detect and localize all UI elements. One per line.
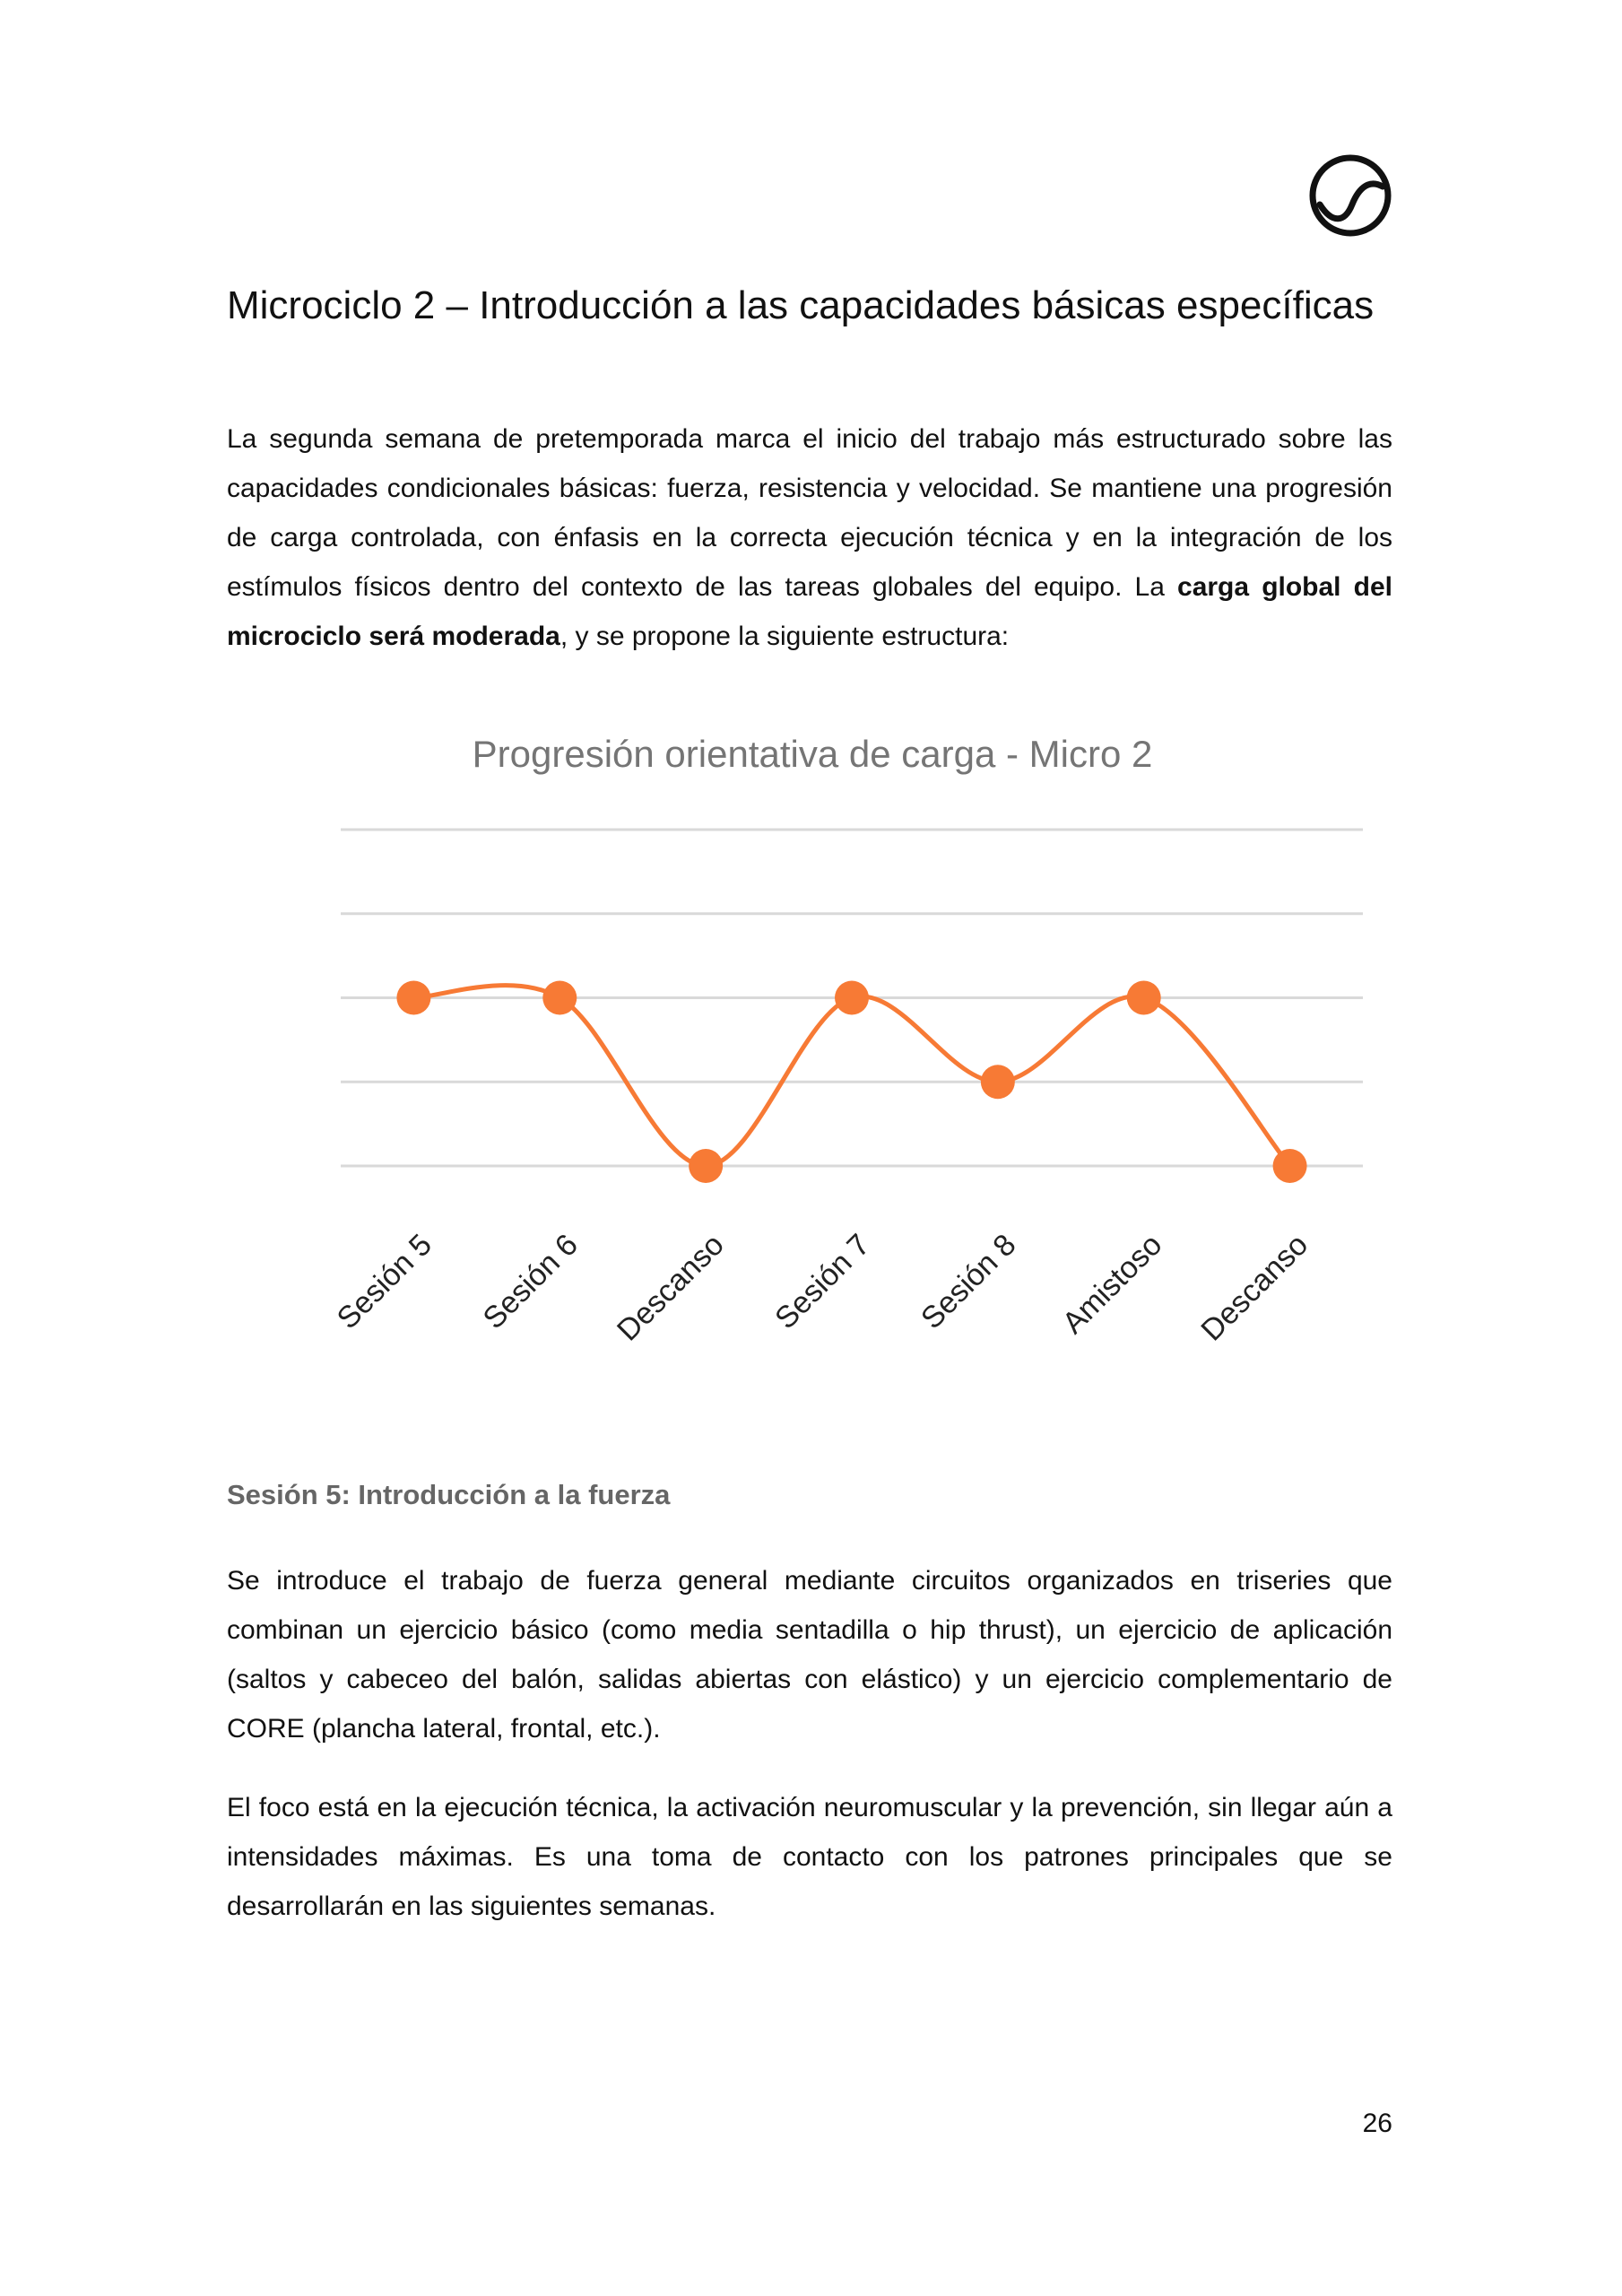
data-point (981, 1065, 1015, 1099)
x-tick-label: Sesión 8 (915, 1227, 1023, 1336)
x-tick-label: Descanso (1194, 1227, 1315, 1348)
page-title: Microciclo 2 – Introducción a las capacidades básicas específicas (227, 283, 1375, 327)
x-tick-label: Amistoso (1055, 1227, 1169, 1341)
x-tick-label: Sesión 5 (330, 1227, 439, 1336)
intro-text-end: , y se propone la siguiente estructura: (559, 622, 1010, 651)
x-tick-label: Descanso (611, 1227, 731, 1348)
data-point (689, 1149, 723, 1183)
load-progression-chart (0, 709, 1622, 1453)
data-point (396, 981, 430, 1015)
x-tick-label: Sesión 7 (768, 1227, 877, 1336)
section-heading: Sesión 5: Introducción a la fuerza (227, 1479, 671, 1510)
section-paragraph-1: Se introduce el trabajo de fuerza general mediante circuitos organizados en triseries que combinan un ejercicio básico (como media sentadilla o hip thrust), un ejercicio de aplicación (saltos y cabeceo del balón, salidas abiertas con elástico) y un ejercicio complementario de CORE (plancha lateral, frontal, etc.). (227, 1566, 1392, 1744)
intro-bold-text: carga global del microciclo será moderada (227, 572, 1392, 651)
data-point (1127, 981, 1161, 1015)
chart-title: Progresión orientativa de carga - Micro 2 (472, 733, 1153, 775)
section-paragraph-2: El foco está en la ejecución técnica, la activación neuromuscular y la prevención, sin llegar aún a intensidades máximas. Es una toma de contacto con los patrones principales que se desarrollarán en las siguientes semanas. (227, 1793, 1392, 1921)
x-axis-labels (331, 1228, 1315, 1348)
intro-text-start: La segunda semana de pretemporada marca el inicio del trabajo más estructurado sobre las capacidades condicionales básicas: fuerza, resistencia y velocidad. Se mantiene una progresión de carga controlada, con énfasis en la correcta ejecución técnica y en la integración de los estímulos físicos dentro del contexto de las tareas globales del equipo. La (227, 424, 1392, 602)
data-point (542, 981, 577, 1015)
x-tick-label: Sesión 6 (476, 1227, 585, 1336)
data-point (835, 981, 869, 1015)
intro-paragraph (227, 414, 1392, 661)
page-number: 26 (1362, 2109, 1392, 2138)
data-point (1273, 1149, 1307, 1183)
circle-wave-logo (1307, 152, 1393, 239)
